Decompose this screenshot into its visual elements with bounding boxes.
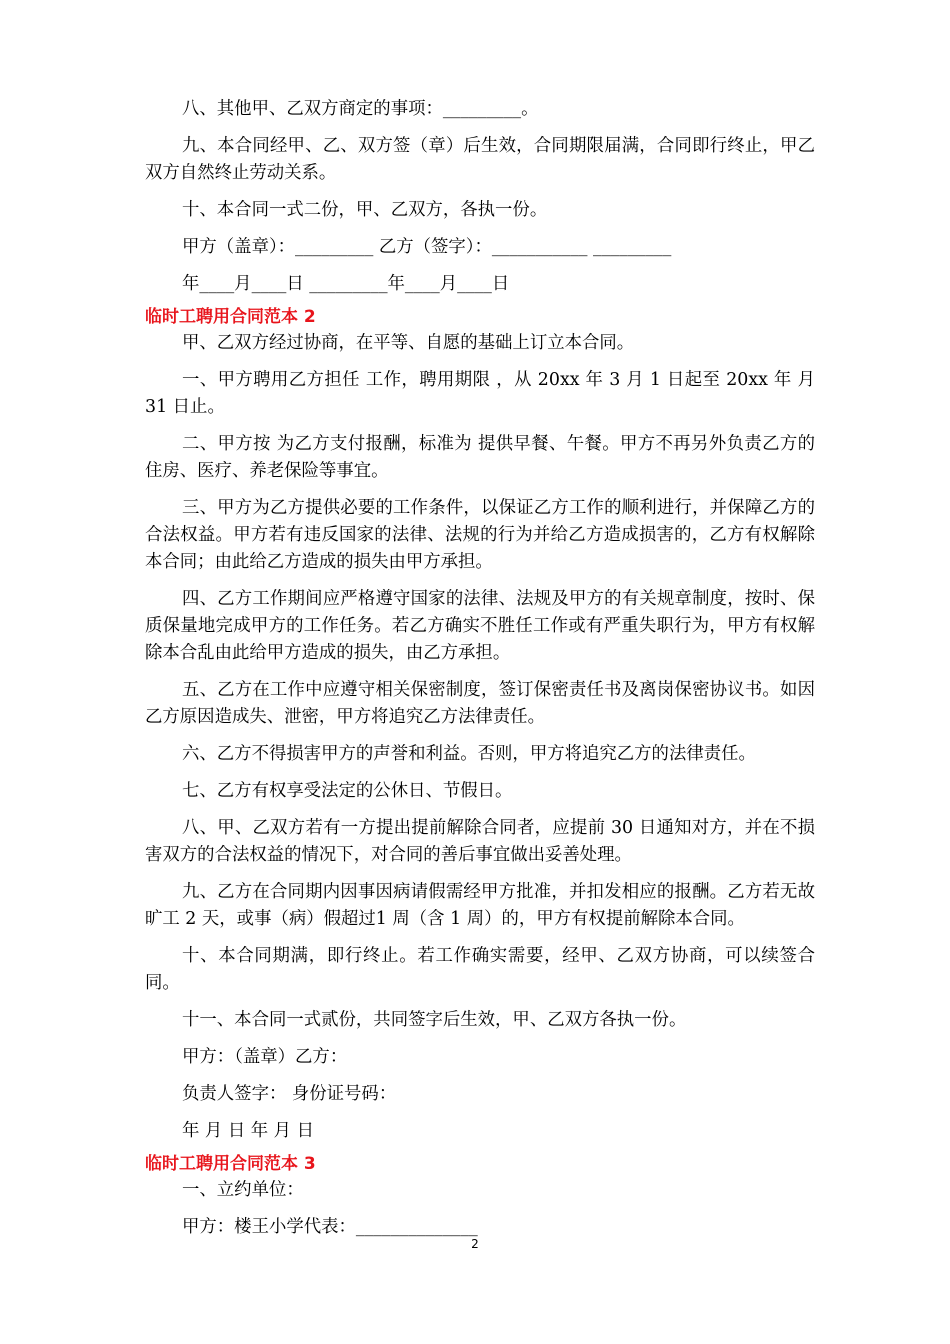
paragraph: 六、乙方不得损害甲方的声誉和利益。否则，甲方将追究乙方的法律责任。: [182, 744, 756, 764]
paragraph: 一、甲方聘用乙方担任 工作，聘用期限 ，从 20xx 年 3 月 1 日起至 20xx 年 月 31 日止。: [145, 370, 821, 417]
clause-10-copies: 十、本合同一式二份，甲、乙双方，各执一份。: [182, 200, 548, 220]
paragraph: 甲方：楼王小学代表：______________: [182, 1217, 478, 1237]
signature-line: 甲方：（盖章）乙方：: [182, 1047, 348, 1067]
date-line: 年 月 日 年 月 日: [182, 1121, 314, 1141]
paragraph: 十、本合同期满，即行终止。若工作确实需要，经甲、乙双方协商，可以续签合同。: [145, 946, 815, 993]
paragraph: 十一、本合同一式贰份，共同签字后生效，甲、乙双方各执一份。: [182, 1010, 687, 1030]
paragraph: 二、甲方按 为乙方支付报酬，标准为 提供早餐、午餐。甲方不再另外负责乙方的住房、医疗、养老保险等事宜。: [145, 434, 815, 481]
signature-line: 负责人签字： 身份证号码：: [182, 1084, 397, 1104]
paragraph: 九、乙方在合同期内因事因病请假需经甲方批准，并扣发相应的报酬。乙方若无故旷工 2 天，或事（病）假超过1 周（含 1 周）的，甲方有权提前解除本合同。: [145, 882, 815, 929]
paragraph: 一、立约单位：: [182, 1180, 304, 1200]
paragraph: 四、乙方工作期间应严格遵守国家的法律、法规及甲方的有关规章制度，按时、保质保量地完成甲方的工作任务。若乙方确实不胜任工作或有严重失职行为，甲方有权解除本合乱由此给甲方造成的损失，由乙方承担。: [145, 589, 815, 663]
signature-line: 甲方（盖章）：_________ 乙方（签字）：___________ _________: [182, 237, 672, 257]
paragraph: 八、甲、乙双方若有一方提出提前解除合同者，应提前 30 日通知对方，并在不损害双方的合法权益的情况下，对合同的善后事宜做出妥善处理。: [145, 818, 815, 865]
section-heading-sample-3: 临时工聘用合同范本 3: [145, 1154, 316, 1174]
paragraph: 三、甲方为乙方提供必要的工作条件，以保证乙方工作的顺利进行，并保障乙方的合法权益。甲方若有违反国家的法律、法规的行为并给乙方造成损害的，乙方有权解除本合同；由此给乙方造成的损失由甲方承担。: [145, 498, 815, 572]
paragraph: 七、乙方有权享受法定的公休日、节假日。: [182, 781, 513, 801]
paragraph: 五、乙方在工作中应遵守相关保密制度，签订保密责任书及离岗保密协议书。如因乙方原因造成失、泄密，甲方将追究乙方法律责任。: [145, 680, 815, 727]
section-heading-sample-2: 临时工聘用合同范本 2: [145, 307, 316, 327]
clause-9-effective: 九、本合同经甲、乙、双方签（章）后生效，合同期限届满，合同即行终止，甲乙双方自然终止劳动关系。: [145, 136, 815, 183]
paragraph: 甲、乙双方经过协商，在平等、自愿的基础上订立本合同。: [182, 333, 635, 353]
clause-8-other-matters: 八、其他甲、乙双方商定的事项：_________。: [182, 99, 539, 119]
page-number: 2: [471, 1237, 479, 1251]
date-line: 年____月____日 _________年____月____日: [182, 274, 510, 294]
document-body: [145, 96, 821, 1241]
